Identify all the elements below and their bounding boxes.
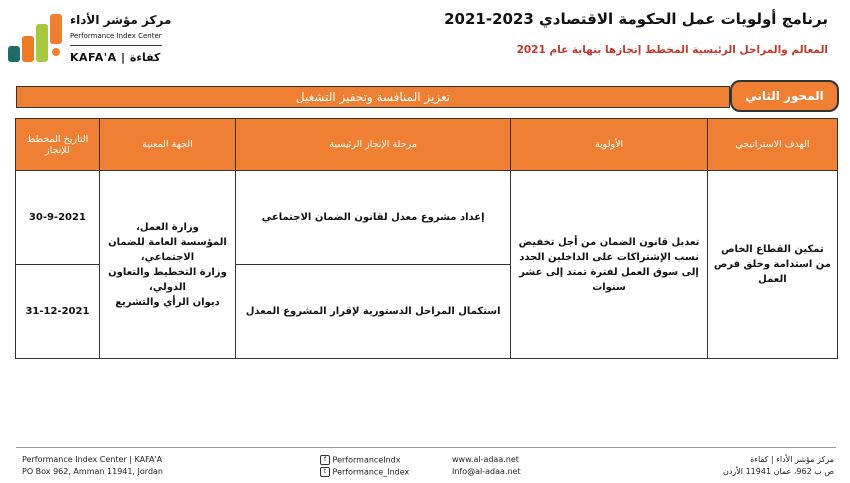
- header-stage: مرحلة الإنجاز الرئيسية: [236, 119, 511, 171]
- footer-email-link[interactable]: Info@al-adaa.net: [452, 467, 521, 476]
- cell-date-2: 31-12-2021: [16, 265, 100, 359]
- entity-line: المؤسسة العامة للضمان: [108, 236, 227, 248]
- footer-social-1[interactable]: [320, 455, 400, 465]
- logo-kafaa-en: KAFA'A: [70, 51, 117, 64]
- axis-label-box: [730, 80, 839, 112]
- footer-divider: [16, 447, 836, 448]
- logo-kafaa-ar: كفاءة: [129, 51, 161, 64]
- entity-line: ديوان الرأي والتشريع: [115, 296, 220, 308]
- logo-bars-icon: [6, 10, 66, 66]
- priorities-table: [15, 118, 838, 359]
- footer-address-en: PO Box 962, Amman 11941, Jordan: [22, 467, 163, 476]
- cell-stage-2: استكمال المراحل الدستورية لإقرار المشروع المعدل: [236, 265, 511, 359]
- footer-website-link[interactable]: www.al-adaa.net: [452, 455, 519, 464]
- social-handle-1: PerformanceIndx: [332, 455, 401, 465]
- logo-bar-1: [8, 46, 20, 62]
- table-header-row: [16, 119, 838, 171]
- cell-date-1: 30-9-2021: [16, 171, 100, 265]
- logo-divider: [70, 45, 162, 46]
- footer-address-ar: ص ب 962، عمان 11941 الأردن: [722, 467, 834, 476]
- page-title: برنامج أولويات عمل الحكومة الاقتصادي 2023-2021: [444, 10, 828, 28]
- header-priority: الأولوية: [511, 119, 708, 171]
- social-handle-2: Performance_Index: [332, 467, 410, 477]
- logo-name-ar: مركز مؤشر الأداء: [70, 13, 172, 27]
- footer-social-2[interactable]: [320, 467, 409, 477]
- header-entity: الجهة المعنية: [99, 119, 235, 171]
- logo-kafaa: [70, 51, 160, 64]
- logo-bar-3: [36, 24, 48, 62]
- social-icon: f: [320, 455, 330, 465]
- page-subtitle: المعالم والمراحل الرئيسية المخطط إنجازها بنهاية عام 2021: [516, 44, 828, 56]
- logo-bar-4: [50, 14, 62, 44]
- header-date: التاريخ المخطط للإنجاز: [16, 119, 100, 171]
- axis-title: تعزيز المنافسة وتحفيز التشغيل: [295, 90, 451, 104]
- entity-line: وزارة التخطيط والتعاون: [108, 266, 227, 278]
- cell-priority: تعديل قانون الضمان من أجل تخفيض نسب الإشتراكات على الداخلين الجدد إلى سوق العمل لفترة تمتد إلى عشر سنوات: [511, 171, 708, 359]
- cell-stage-1: إعداد مشروع معدل لقانون الضمان الاجتماعي: [236, 171, 511, 265]
- axis-label: المحور الثاني: [745, 89, 824, 103]
- cell-goal: تمكين القطاع الخاص من استدامة وخلق فرص العمل: [707, 171, 837, 359]
- entity-line: الاجتماعي،: [140, 251, 195, 263]
- logo-dot: [52, 48, 60, 56]
- cell-entity: [99, 171, 235, 359]
- logo-kafaa-sep: |: [121, 51, 130, 64]
- entity-line: الدولي،: [149, 281, 186, 293]
- footer-org-ar: مركز مؤشر الأداء | كفاءة: [750, 455, 834, 464]
- header-goal: الهدف الاستراتيجي: [707, 119, 837, 171]
- logo-name-en: Performance Index Center: [70, 32, 162, 40]
- social-icon: t: [320, 467, 330, 477]
- logo-bar-2: [22, 36, 34, 62]
- footer-org-en: Performance Index Center | KAFA'A: [22, 455, 163, 464]
- table-row: [16, 171, 838, 265]
- entity-line: وزارة العمل،: [136, 221, 199, 233]
